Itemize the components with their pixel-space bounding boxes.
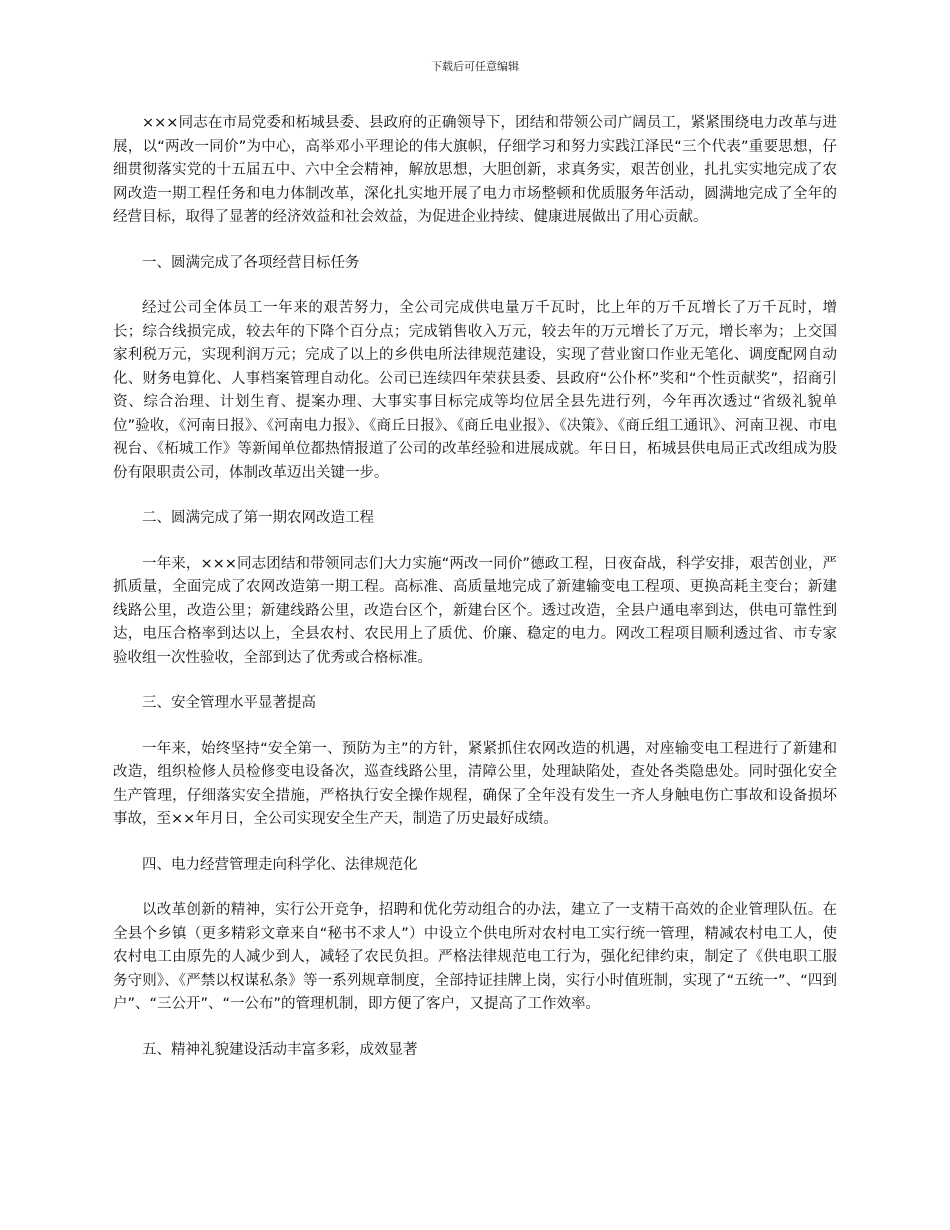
intro-paragraph: ×××同志在市局党委和柘城县委、县政府的正确领导下，团结和带领公司广阔员工，紧紧围绕电力改革与进展，以“两改一同价”为中心，高举邓小平理论的伟大旗帜，仔细学习和努力实践江泽民“三个代表”重要思想，仔细贯彻落实党的十五届五中、六中全会精神，解放思想，大胆创新，求真务实，艰苦创业，扎扎实实地完成了农网改造一期工程任务和电力体制改革，深化扎实地开展了电力市场整顿和优质服务年活动，圆满地完成了全年的经营目标，取得了显著的经济效益和社会效益，为促进企业持续、健康进展做出了用心贡献。 — [113, 115, 837, 225]
section-heading-5: 五、精神礼貌建设活动丰富多彩，成效显著 — [142, 1041, 418, 1058]
section-heading-3: 三、安全管理水平显著提高 — [142, 695, 316, 711]
section-paragraph-1: 经过公司全体员工一年来的艰苦努力，全公司完成供电量万千瓦时，比上年的万千瓦增长了万千瓦时，增长；综合线损完成，较去年的下降个百分点；完成销售收入万元，较去年的万元增长了万元，增长率为；上交国家利税万元，实现利润万元；完成了以上的乡供电所法律规范建设，实现了营业窗口作业无笔化、调度配网自动化、财务电算化、人事档案管理自动化。公司已连续四年荣获县委、县政府“公仆杯”奖和“个性贡献奖”，招商引资、综合治理、计划生育、提案办理、大事实事目标完成等均位居全县先进行列，今年再次透过“省级礼貌单位”验收，《河南日报》、《河南电力报》、《商丘日报》、《商丘电业报》、《决策》、《商丘组工通讯》、河南卫视、市电视台、《柘城工作》等新闻单位都热情报道了公司的改革经验和进展成就。年日日，柘城县供电局正式改组成为股份有限职责公司，体制改革迈出关键一步。 — [113, 300, 837, 481]
section-heading-1: 一、圆满完成了各项经营目标任务 — [142, 254, 360, 271]
section-paragraph-2: 一年来，×××同志团结和带领同志们大力实施“两改一同价”德政工程，日夜奋战，科学安排，艰苦创业，严抓质量，全面完成了农网改造第一期工程。高标准、高质量地完成了新建输变电工程项、更换高耗主变台；新建线路公里，改造公里；新建线路公里，改造台区个，新建台区个。透过改造，全县户通电率到达，供电可靠性到达，电压合格率到达以上，全县农村、农民用上了质优、价廉、稳定的电力。网改工程项目顺利透过省、市专家验收组一次性验收，全部到达了优秀或合格标准。 — [113, 555, 837, 666]
document-body — [113, 112, 837, 1084]
section-heading-2: 二、圆满完成了第一期农网改造工程 — [142, 510, 374, 526]
section-heading-4: 四、电力经营管理走向科学化、法律规范化 — [142, 856, 418, 873]
page-header: 下载后可任意编辑 — [431, 60, 519, 73]
section-paragraph-4: 以改革创新的精神，实行公开竞争，招聘和优化劳动组合的办法，建立了一支精干高效的企业管理队伍。在全县个乡镇（更多精彩文章来自“秘书不求人”）中设立个供电所对农村电工实行统一管理，精减农村电工人，使农村电工由原先的人减少到人，减轻了农民负担。严格法律规范电工行为，强化纪律约束，制定了《供电职工服务守则》、《严禁以权谋私条》等一系列规章制度，全部持证挂牌上岗，实行小时值班制，实现了“五统一”、“四到户”、“三公开”、“一公布”的管理机制，即方便了客户，又提高了工作效率。 — [113, 902, 837, 1012]
section-paragraph-3: 一年来，始终坚持“安全第一、预防为主”的方针，紧紧抓住农网改造的机遇，对座输变电工程进行了新建和改造，组织检修人员检修变电设备次，巡查线路公里，清障公里，处理缺陷处，查处各类隐患处。同时强化安全生产管理，仔细落实安全措施，严格执行安全操作规程，确保了全年没有发生一齐人身触电伤亡事故和设备损坏事故，至××年月日，全公司实现安全生产天，制造了历史最好成绩。 — [113, 740, 837, 827]
